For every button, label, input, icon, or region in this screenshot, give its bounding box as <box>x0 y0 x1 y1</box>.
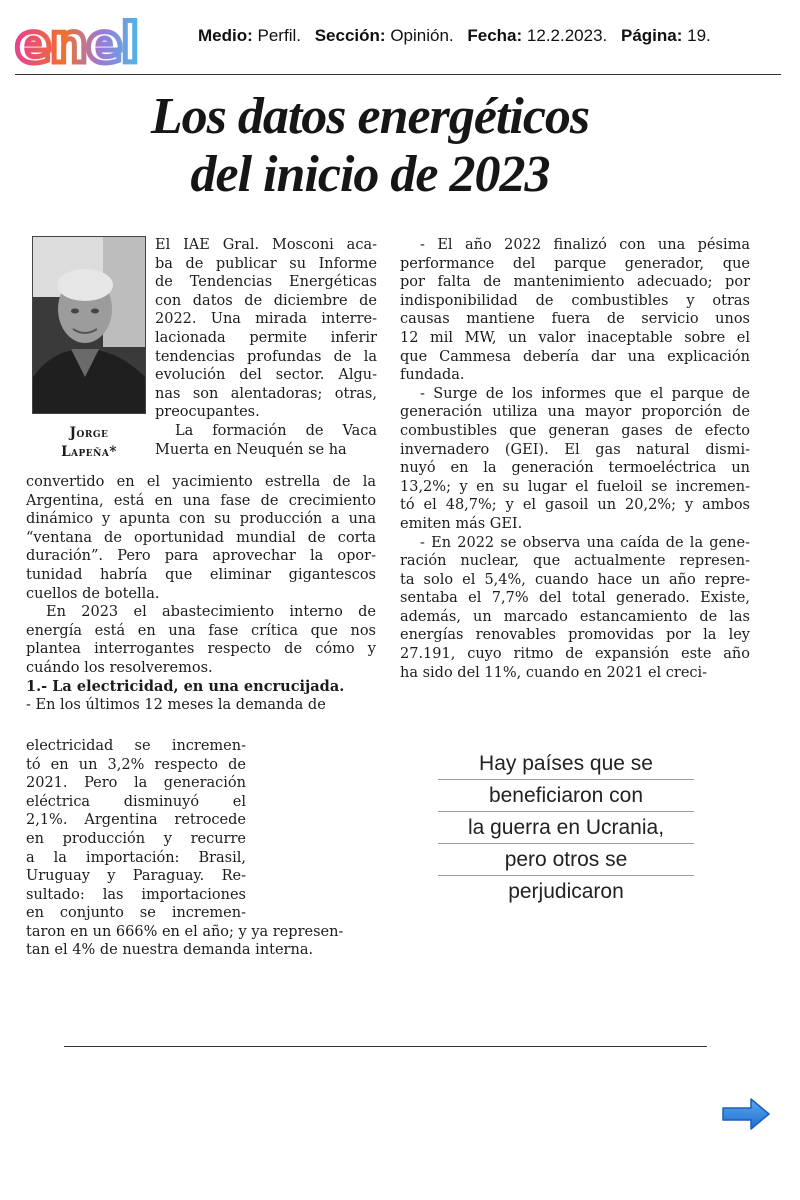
header-divider <box>15 74 781 75</box>
seccion-value: Opinión. <box>390 26 454 45</box>
body-column-left-narrow <box>26 737 344 942</box>
arrow-right-icon[interactable] <box>721 1097 771 1131</box>
text-line: convertido en el yacimiento estrella de la <box>26 474 376 490</box>
text-line: energía está en una fase crítica que nos <box>26 622 376 639</box>
footer-divider <box>64 1046 707 1047</box>
text-line: cuellos de botella. <box>26 585 160 602</box>
fecha-value: 12.2.2023. <box>526 26 608 45</box>
text-line: eléctrica disminuyó el <box>26 793 246 810</box>
text-line: causas mantiene fuera de servicio unos <box>400 311 750 328</box>
text-line: Muerta en Neuquén se ha <box>155 441 347 458</box>
text-line: - Surge de los informes que el parque de <box>420 385 750 402</box>
medio-label: Medio: <box>198 26 253 45</box>
text-line: preocupantes. <box>155 404 260 421</box>
text-line: que Cammesa debería dar una explicación <box>400 348 750 365</box>
author-photo <box>32 236 146 414</box>
text-line: 12 mil MW, un valor inaceptable sobre el <box>400 329 750 346</box>
lead-paragraph <box>155 236 377 459</box>
text-line: electricidad se incremen- <box>26 738 246 754</box>
text-line: nas son alentadoras; otras, <box>155 385 377 402</box>
text-line: lacionada permite inferir <box>155 329 377 346</box>
logo-text: enel <box>15 12 138 75</box>
author-first-name: Jorge <box>69 425 109 441</box>
text-line: 2021. Pero la generación <box>26 775 246 792</box>
text-line: de Tendencias Energéticas <box>155 274 377 291</box>
text-line: En 2023 el abastecimiento interno de <box>46 604 376 621</box>
text-line: La formación de Vaca <box>175 422 377 439</box>
text-line: energías renovables promovidas por la ley <box>400 627 750 644</box>
text-line: sultado: las importaciones <box>26 886 246 903</box>
text-line: fundada. <box>400 367 465 384</box>
body-column-left-end <box>26 941 376 960</box>
text-line: combustibles que generan gases de efecto <box>400 422 750 439</box>
text-line: emiten más GEI. <box>400 515 523 532</box>
pagina-label: Página: <box>621 26 683 45</box>
pull-quote <box>438 748 694 907</box>
text-line: ta solo el 5,4%, cuando hace un año repre- <box>400 571 750 588</box>
text-line: indisponibilidad de combustibles y otras <box>400 292 750 309</box>
text-line: taron en un 666% en el año; y ya represen- <box>26 923 344 940</box>
pagina-value: 19. <box>687 26 711 45</box>
text-line: ración nuclear, que actualmente represen- <box>400 553 750 570</box>
source-info <box>198 26 711 46</box>
text-line: generación utiliza una mayor proporción de <box>400 404 750 421</box>
text-line: - En 2022 se observa una caída de la gene- <box>420 534 750 551</box>
pull-quote-line: beneficiaron con <box>438 780 694 812</box>
pull-quote-line: pero otros se <box>438 844 694 876</box>
text-line: ba de publicar su Informe <box>155 255 377 272</box>
text-line: - El año 2022 finalizó con una pésima <box>420 237 750 253</box>
text-line: plantea interrogantes respecto de cómo y <box>26 641 376 658</box>
text-line: cuándo los resolveremos. <box>26 659 213 676</box>
text-line: tó el 48,7%; y el gasoil un 20,2%; y ambos <box>400 497 750 514</box>
text-line: 2,1%. Argentina retrocede <box>26 812 246 829</box>
text-line: performance del parque generador, que <box>400 255 750 272</box>
body-column-left <box>26 473 376 715</box>
title-line-1: Los datos energéticos <box>150 88 590 145</box>
seccion-label: Sección: <box>314 26 386 45</box>
pull-quote-line: Hay países que se <box>438 748 694 780</box>
text-line: tó en un 3,2% respecto de <box>26 756 246 773</box>
author-name <box>28 424 150 462</box>
text-line: tan el 4% de nuestra demanda interna. <box>26 942 314 958</box>
text-line: 2022. Una mirada interre- <box>155 311 377 328</box>
enel-logo <box>15 12 175 75</box>
pull-quote-line: perjudicaron <box>508 880 624 903</box>
text-line: dinámico y apunta con su producción a una <box>26 511 376 528</box>
body-column-right <box>400 236 750 682</box>
text-line: en conjunto se incremen- <box>26 905 246 922</box>
text-line: Uruguay y Paraguay. Re- <box>26 868 246 885</box>
medio-value: Perfil. <box>257 26 301 45</box>
text-line: invernadero (GEI). El gas natural dismi- <box>400 441 750 458</box>
text-line: Argentina, está en una fase de crecimiento <box>26 492 376 509</box>
fecha-label: Fecha: <box>467 26 523 45</box>
text-line: además, un marcado estancamiento de las <box>400 608 750 625</box>
text-line: 13,2%; y en su lugar el fueloil se incremen- <box>400 478 750 495</box>
text-line: con datos de diciembre de <box>155 292 377 309</box>
text-line: ha sido del 11%, cuando en 2021 el creci- <box>400 664 708 681</box>
pull-quote-line: la guerra en Ucrania, <box>438 812 694 844</box>
text-line: por falta de mantenimiento adecuado; por <box>400 274 750 291</box>
text-line: sentaba el 7,7% del total generado. Existe, <box>400 590 750 607</box>
text-line: en producción y recurre <box>26 830 246 847</box>
text-line: “ventana de oportunidad mundial de corta <box>26 529 376 546</box>
text-line: 1.- La electricidad, en una encrucijada. <box>26 677 345 695</box>
article-title <box>40 88 700 204</box>
text-line: duración”. Pero para aprovechar la opor- <box>26 548 376 565</box>
text-line: tendencias profundas de la <box>155 348 377 365</box>
title-line-2: del inicio de 2023 <box>190 146 550 203</box>
author-last-name: Lapeña* <box>61 444 117 460</box>
text-line: - En los últimos 12 meses la demanda de <box>26 697 326 714</box>
text-line: El IAE Gral. Mosconi aca- <box>155 237 377 253</box>
text-line: 27.191, cuyo ritmo de expansión este año <box>400 646 750 663</box>
text-line: evolución del sector. Algu- <box>155 367 377 384</box>
text-line: tunidad habría que eliminar gigantescos <box>26 566 376 583</box>
text-line: nuyó en la generación termoeléctrica un <box>400 460 750 477</box>
text-line: a la importación: Brasil, <box>26 849 246 866</box>
